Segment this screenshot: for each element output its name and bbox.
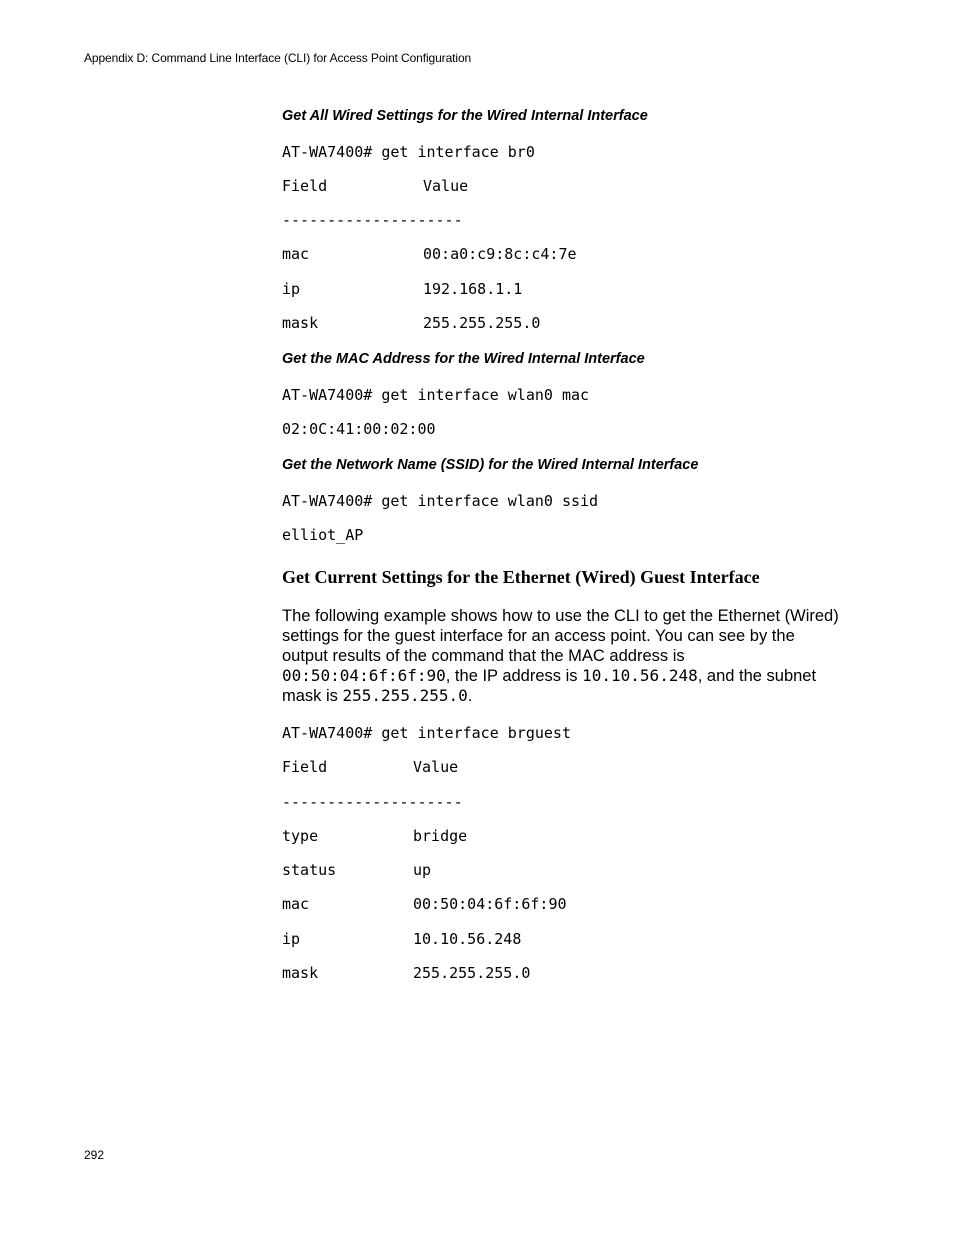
table-row — [282, 280, 523, 298]
page-header: Appendix D: Command Line Interface (CLI) for Access Point Configuration — [84, 51, 472, 65]
table-col-value: Value — [423, 177, 469, 195]
para-text: The following example shows how to use the CLI to get the Ethernet (Wired) settings for the guest interface for an access point. You can see by the output results of the command that the MAC address is — [282, 607, 839, 665]
command-line-wlan0-ssid — [282, 492, 598, 510]
row-value: 192.168.1.1 — [423, 280, 523, 298]
row-field: mask — [282, 314, 319, 332]
table-col-field: Field — [282, 758, 328, 776]
cli-prompt: AT-WA7400# — [282, 492, 382, 510]
row-value: 10.10.56.248 — [413, 930, 522, 948]
table-separator: -------------------- — [282, 211, 463, 229]
subhead-network-name: Get the Network Name (SSID) for the Wired Internal Interface — [282, 457, 699, 473]
body-paragraph — [282, 606, 842, 706]
table-row — [282, 245, 577, 263]
row-field: mac — [282, 895, 310, 913]
row-value: bridge — [413, 827, 468, 845]
row-field: mask — [282, 964, 319, 982]
row-field: ip — [282, 280, 301, 298]
para-text: . — [467, 687, 473, 705]
row-field: status — [282, 861, 337, 879]
table-row — [282, 930, 522, 948]
cli-command: get interface wlan0 ssid — [381, 492, 599, 510]
table-row — [282, 314, 541, 332]
table-row — [282, 964, 531, 982]
table-header-row — [282, 758, 459, 776]
row-value: 255.255.255.0 — [413, 964, 531, 982]
row-field: type — [282, 827, 319, 845]
cli-prompt: AT-WA7400# — [282, 143, 382, 161]
row-field: mac — [282, 245, 310, 263]
table-col-field: Field — [282, 177, 328, 195]
inline-code-mac: 00:50:04:6f:6f:90 — [282, 666, 446, 685]
subhead-all-wired-settings: Get All Wired Settings for the Wired Internal Interface — [282, 108, 648, 124]
cli-prompt: AT-WA7400# — [282, 724, 382, 742]
command-line-wlan0-mac — [282, 386, 589, 404]
inline-code-mask: 255.255.255.0 — [342, 686, 468, 705]
cli-output-mac: 02:0C:41:00:02:00 — [282, 420, 436, 438]
row-field: ip — [282, 930, 301, 948]
cli-command: get interface brguest — [381, 724, 571, 742]
cli-command: get interface wlan0 mac — [381, 386, 590, 404]
row-value: up — [413, 861, 432, 879]
page-number: 292 — [84, 1148, 105, 1162]
table-row — [282, 895, 567, 913]
para-text: , and the subnet mask is — [282, 667, 817, 705]
command-line-br0 — [282, 143, 535, 161]
para-text: , the IP address is — [445, 667, 583, 685]
inline-code-ip: 10.10.56.248 — [582, 666, 698, 685]
section-heading-guest-interface: Get Current Settings for the Ethernet (Wired) Guest Interface — [282, 567, 760, 587]
table-row — [282, 861, 432, 879]
row-value: 255.255.255.0 — [423, 314, 541, 332]
table-row — [282, 827, 468, 845]
subhead-mac-address: Get the MAC Address for the Wired Internal Interface — [282, 351, 645, 367]
cli-command: get interface br0 — [381, 143, 535, 161]
row-value: 00:a0:c9:8c:c4:7e — [423, 245, 577, 263]
row-value: 00:50:04:6f:6f:90 — [413, 895, 567, 913]
table-col-value: Value — [413, 758, 459, 776]
table-separator: -------------------- — [282, 793, 463, 811]
table-header-row — [282, 177, 469, 195]
command-line-brguest — [282, 724, 571, 742]
cli-prompt: AT-WA7400# — [282, 386, 382, 404]
cli-output-ssid: elliot_AP — [282, 526, 364, 544]
